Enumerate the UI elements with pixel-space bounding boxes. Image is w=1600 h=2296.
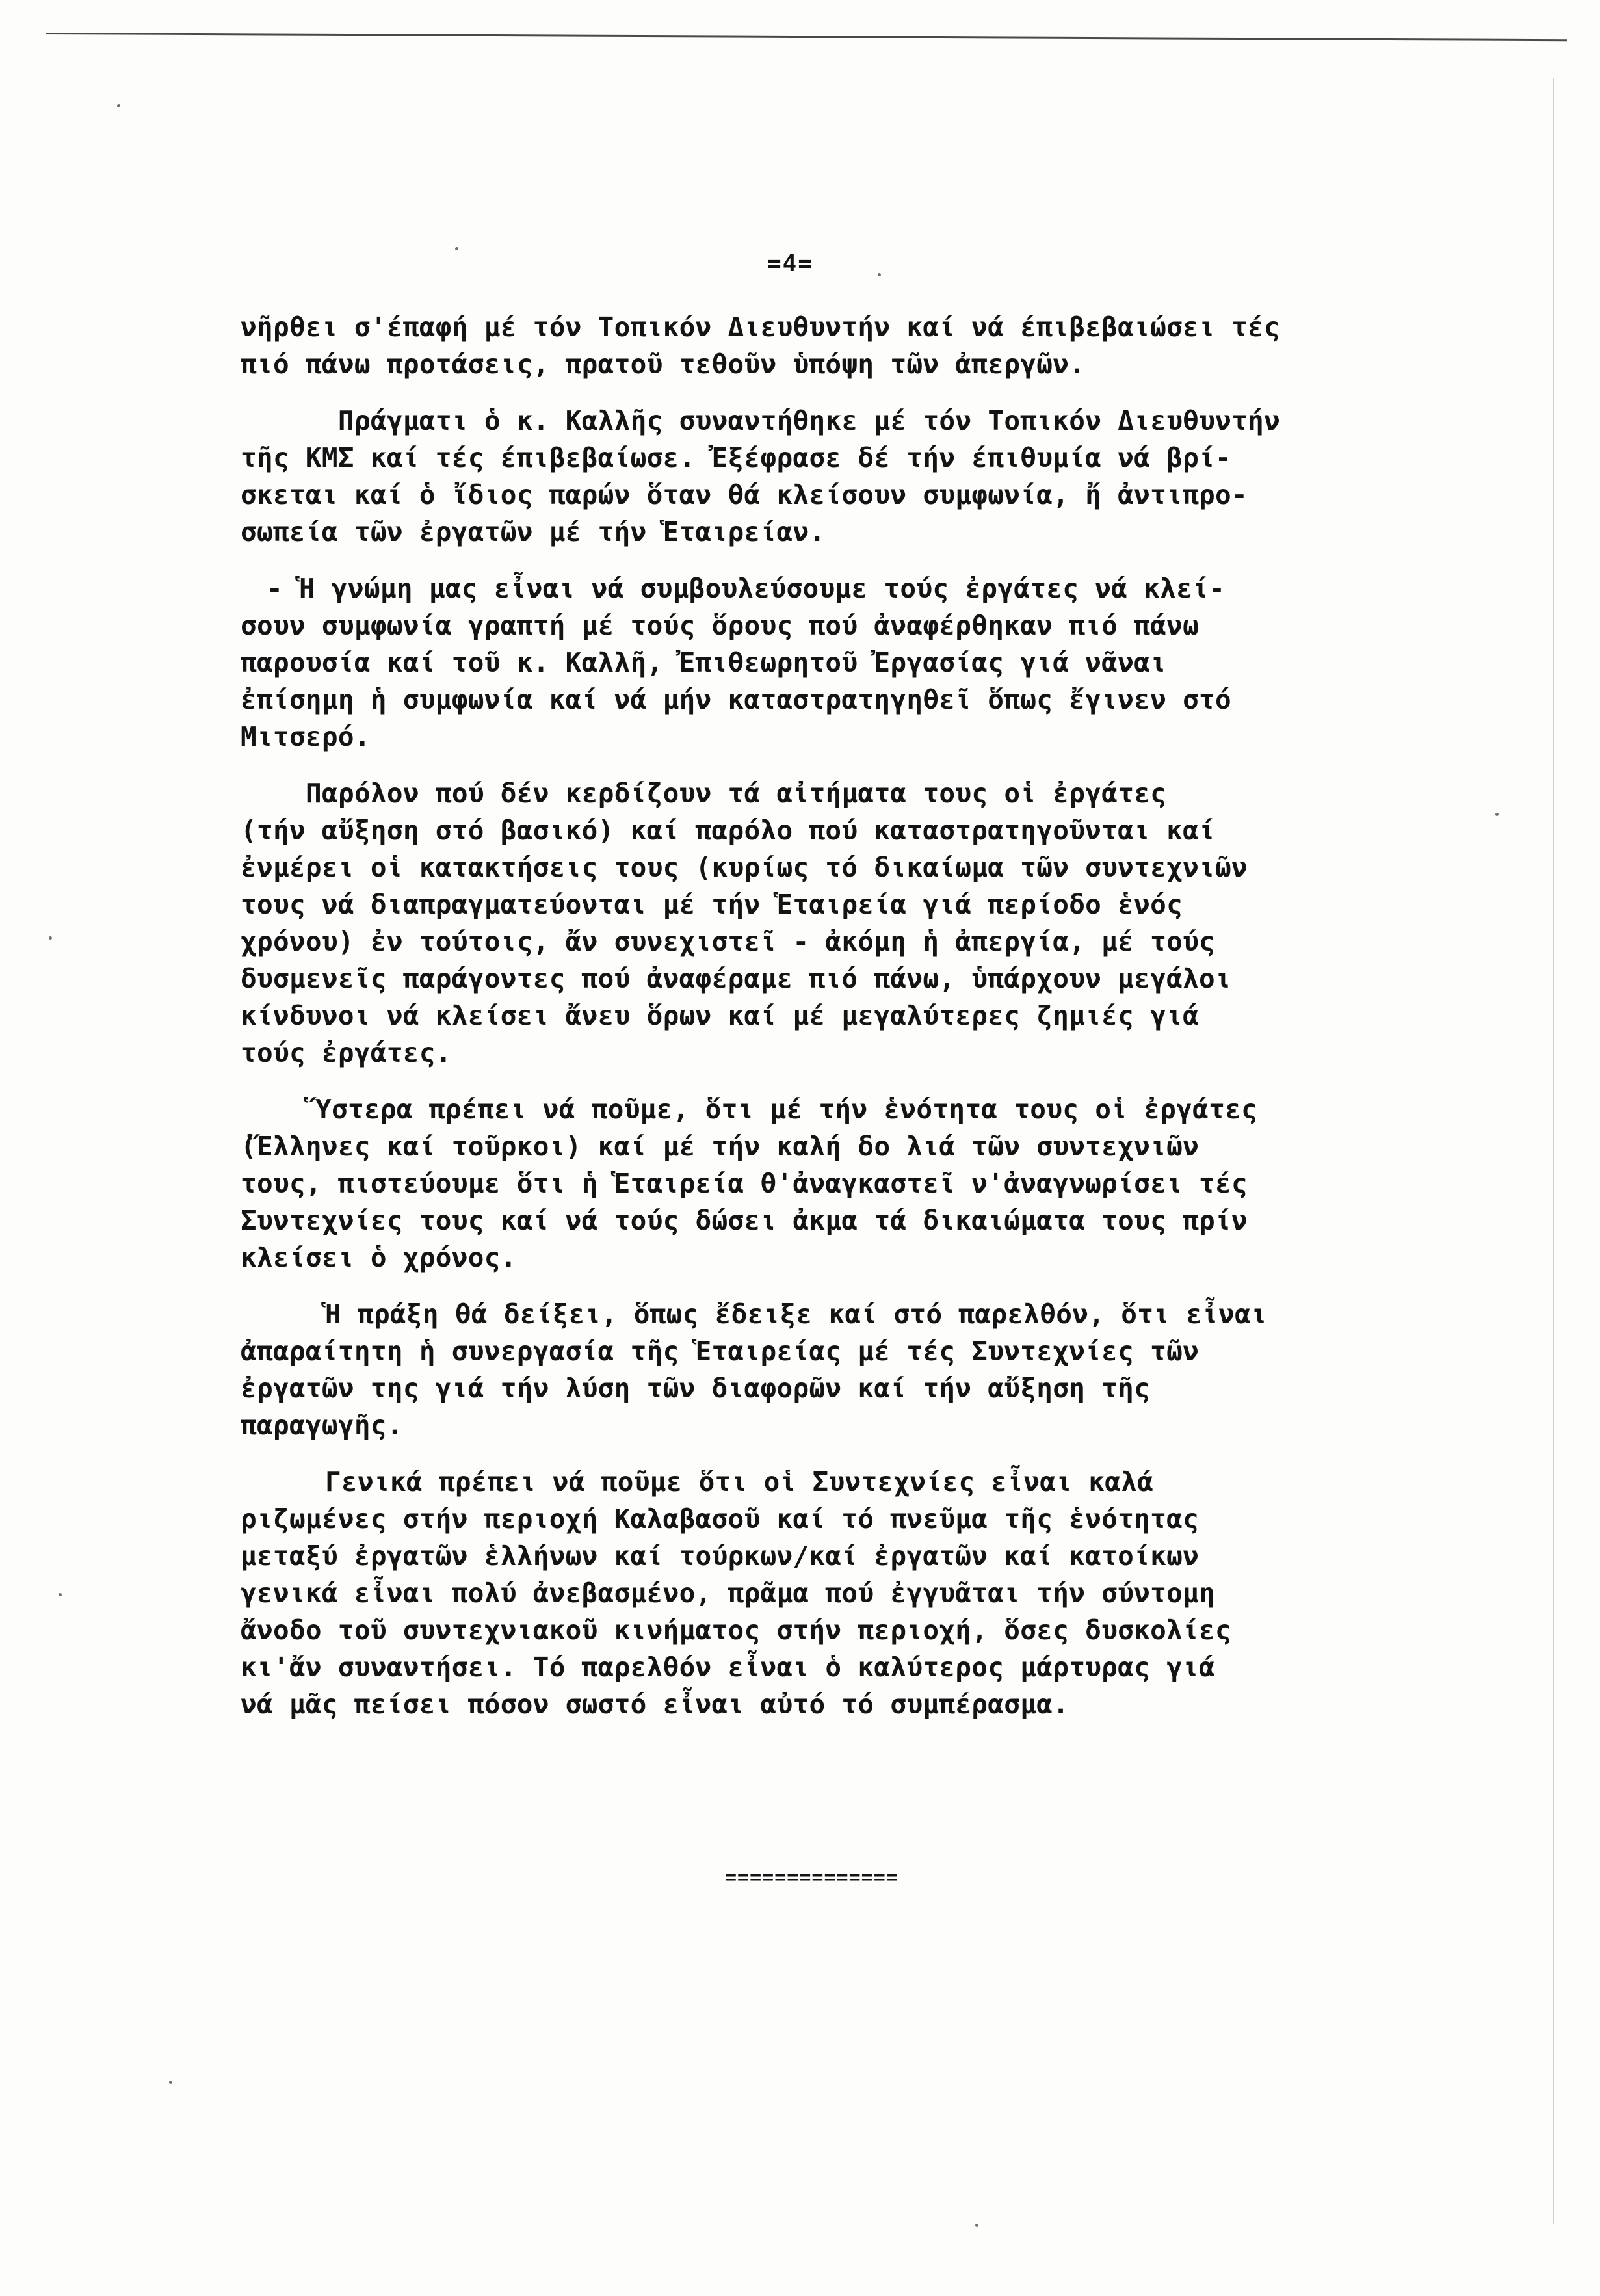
scan-speck <box>975 2224 978 2227</box>
end-separator: ============== <box>725 1866 898 1889</box>
paragraph: Ὕστερα πρέπει νά ποῦμε, ὅτι μέ τήν ἑνότητα τους οἱ ἐργάτες (Ἕλληνες καί τοῦρκοι) καί μέ τήν καλή δο λιά τῶν συντεχνιῶν τους, πιστεύουμε ὅτι ἡ Ἑταιρεία θ'ἀναγκαστεῖ ν'ἀναγνωρίσει τές Συντεχνίες τους καί νά τούς δώσει ἀκμα τά δικαιώματα τους πρίν κλείσει ὁ χρόνος. <box>241 1094 1258 1273</box>
page-number: =4= <box>767 250 814 277</box>
paragraph: νῆρθει σ'έπαφή μέ τόν Τοπικόν Διευθυντήν καί νά έπιβεβαιώσει τές πιό πάνω προτάσεις, πρατοῦ τεθοῦν ὑπόψη τῶν ἀπεργῶν. <box>241 311 1280 380</box>
scan-speck <box>117 104 120 107</box>
paragraph: Γενικά πρέπει νά ποῦμε ὅτι οἱ Συντεχνίες εἶναι καλά ριζωμένες στήν περιοχή Καλαβασοῦ καί τό πνεῦμα τῆς ἑνότητας μεταξύ ἐργατῶν ἑλλήνων καί τούρκων/καί ἐργατῶν καί κατοίκων γενικά εἶναι πολύ ἀνεβασμένο, πρᾶμα πού ἐγγυᾶται τήν σύντομη ἄνοδο τοῦ συντεχνιακοῦ κινήματος στήν περιοχή, ὅσες δυσκολίες κι'ἄν συναντήσει. Τό παρελθόν εἶναι ὁ καλύτερος μάρτυρας γιά νά μᾶς πείσει πόσον σωστό εἶναι αὐτό τό συμπέρασμα. <box>241 1466 1232 1720</box>
page-edge-shadow <box>1553 78 1554 2224</box>
paragraph: Πράγματι ὁ κ. Καλλῆς συναντήθηκε μέ τόν Τοπικόν Διευθυντήν τῆς ΚΜΣ καί τές έπιβεβαίωσε. Ἐξέφρασε δέ τήν έπιθυμία νά βρί- σκεται καί ὁ ἴδιος παρών ὅταν θά κλείσουν συμφωνία, ἤ ἀντιπρο- σωπεία τῶν ἐργατῶν μέ τήν Ἑταιρείαν. <box>241 405 1281 548</box>
scan-speck <box>455 247 458 250</box>
scan-speck <box>59 1593 62 1596</box>
scan-speck <box>169 2081 172 2084</box>
scan-speck <box>878 273 881 276</box>
top-rule <box>46 33 1567 41</box>
scan-speck <box>49 936 52 940</box>
paragraph: Ἡ πράξη θά δείξει, ὅπως ἔδειξε καί στό παρελθόν, ὅτι εἶναι ἀπαραίτητη ἡ συνεργασία τῆς Ἑταιρείας μέ τές Συντεχνίες τῶν ἐργατῶν της γιά τήν λύση τῶν διαφορῶν καί τήν αὔξηση τῆς παραγωγῆς. <box>241 1299 1268 1441</box>
paragraph: Παρόλον πού δέν κερδίζουν τά αἰτήματα τους οἱ ἐργάτες (τήν αὔξηση στό βασικό) καί παρόλο πού καταστρατηγοῦνται καί ἐνμέρει οἱ κατακτήσεις τους (κυρίως τό δικαίωμα τῶν συντεχνιῶν τους νά διαπραγματεύονται μέ τήν Ἑταιρεία γιά περίοδο ἑνός χρόνου) ἐν τούτοις, ἄν συνεχιστεῖ - ἀκόμη ἡ ἀπεργία, μέ τούς δυσμενεῖς παράγοντες πού ἀναφέραμε πιό πάνω, ὑπάρχουν μεγάλοι κίνδυνοι νά κλείσει ἄνευ ὅρων καί μέ μεγαλύτερες ζημιές γιά τούς ἐργάτες. <box>241 778 1248 1068</box>
paragraph: - Ἡ γνώμη μας εἶναι νά συμβουλεύσουμε τούς ἐργάτες νά κλεί- σουν συμφωνία γραπτή μέ τούς ὅρους πού ἀναφέρθηκαν πιό πάνω παρουσία καί τοῦ κ. Καλλῆ, Ἐπιθεωρητοῦ Ἐργασίας γιά νᾶναι ἐπίσημη ἡ συμφωνία καί νά μήν καταστρατηγηθεῖ ὅπως ἔγινεν στό Μιτσερό. <box>241 573 1232 752</box>
document-body <box>241 309 1515 1743</box>
